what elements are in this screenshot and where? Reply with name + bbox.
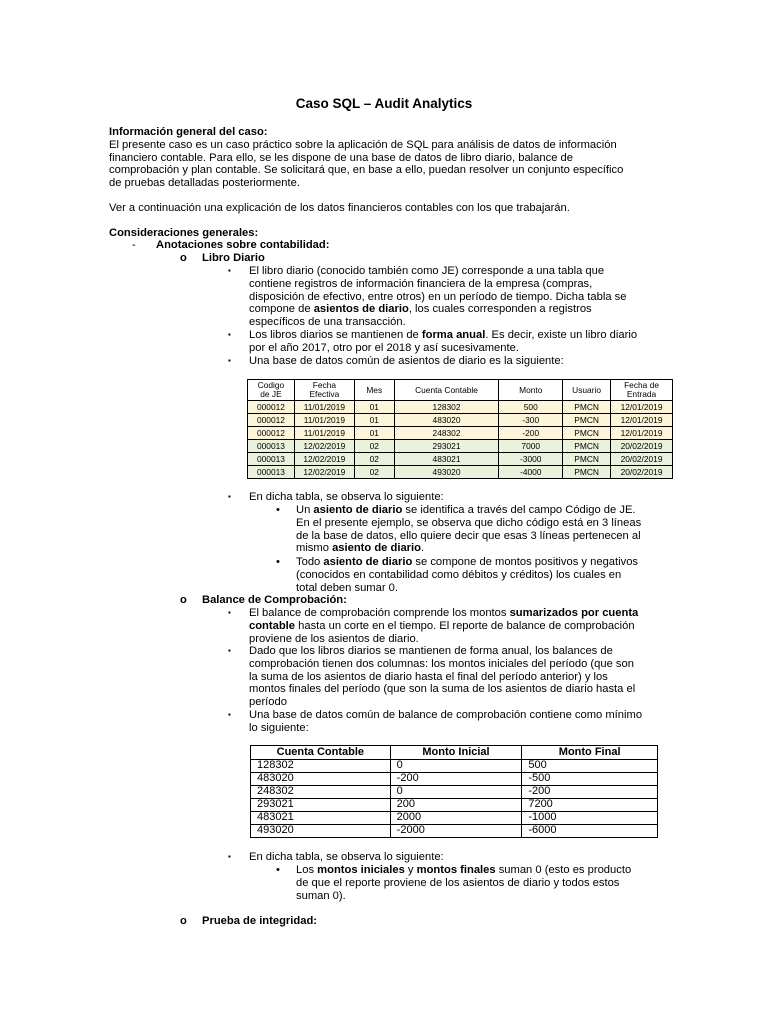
balance-table [250, 745, 658, 838]
table-cell: PMCN [563, 453, 611, 466]
text-span: hasta un corte en el tiempo. El reporte de balance de comprobación [295, 619, 635, 632]
bc-bullet-4: En dicha tabla, se observa lo siguiente: [249, 851, 444, 863]
table-cell: 02 [354, 453, 394, 466]
ld-bullet-3: Una base de datos común de asientos de diario es la siguiente: [249, 355, 564, 367]
header-line: Efectiva [309, 389, 340, 399]
info-line: comprobación y plan contable. Se solicitará que, en base a ello, puedan resolver un conjunto específico [109, 164, 624, 177]
text-span: Un [296, 504, 314, 516]
square-bullet: ▪ [228, 852, 231, 861]
table-cell: PMCN [563, 466, 611, 479]
column-header [294, 380, 354, 401]
text-line: lo siguiente: [249, 721, 309, 734]
table-row [251, 773, 658, 786]
table-cell: 7000 [499, 440, 563, 453]
square-bullet: ▪ [228, 266, 231, 275]
table-cell: 000012 [248, 414, 295, 427]
table-cell: 128302 [394, 401, 499, 414]
bold-term: asiento de diario [313, 504, 403, 516]
ld-bullet-4: En dicha tabla, se observa lo siguiente: [249, 491, 444, 503]
square-bullet: ▪ [228, 492, 231, 501]
bold-term: asiento de diario [332, 542, 421, 555]
text-line: disposición de efectivo, entre otros) en un período de tiempo. Dicha tabla se [249, 290, 627, 303]
text-span: , los cuales corresponden a registros [408, 303, 592, 316]
text-span: mismo [296, 542, 333, 555]
ld-bullet-1 [249, 265, 669, 329]
consideraciones-heading: Consideraciones generales: [109, 227, 259, 239]
table-cell: 293021 [251, 799, 391, 812]
text-span: Todo [296, 556, 324, 568]
text-line: contiene registros de información financiera de la empresa (compras, [249, 277, 593, 290]
table-row [251, 825, 658, 838]
table-cell: 000012 [248, 401, 295, 414]
square-bullet: ▪ [228, 330, 231, 339]
table-cell: 483021 [394, 453, 499, 466]
table-row [251, 786, 658, 799]
table-row [248, 440, 673, 453]
text-line: Dado que los libros diarios se mantienen de forma anual, los balances de [249, 645, 613, 657]
table-row [248, 453, 673, 466]
column-header: Monto Final [522, 746, 658, 760]
dash-marker: - [132, 239, 136, 251]
table-cell: -300 [499, 414, 563, 427]
text-span: se compone de montos positivos y negativos [412, 556, 639, 568]
table-cell: -2000 [390, 825, 522, 838]
table-row [251, 812, 658, 825]
table-cell: 01 [354, 414, 394, 427]
text-line: (conocidos en contabilidad como débitos y créditos) los cuales en [296, 568, 622, 581]
table-cell: -200 [499, 427, 563, 440]
text-line [296, 542, 676, 555]
bold-term: contable [249, 619, 296, 632]
table-cell: 12/02/2019 [294, 466, 354, 479]
table-row [251, 760, 658, 773]
text-line [249, 607, 669, 620]
square-bullet: ▪ [228, 608, 231, 617]
document-title: Caso SQL – Audit Analytics [295, 96, 473, 111]
table-cell: 01 [354, 401, 394, 414]
table-cell: 483020 [394, 414, 499, 427]
bold-term: montos finales [416, 864, 496, 876]
table-cell: PMCN [563, 427, 611, 440]
text-line [296, 556, 676, 569]
info-line: El presente caso es un caso práctico sobre la aplicación de SQL para análisis de datos de información [109, 138, 617, 151]
column-header: Cuenta Contable [251, 746, 391, 760]
info-section [109, 126, 669, 190]
table-cell: 11/01/2019 [294, 401, 354, 414]
text-line: la suma de los asientos de diario hasta el final del período anterior) y los [249, 670, 608, 683]
bold-term: asiento de diario [323, 556, 413, 568]
text-line: específicos de una transacción. [249, 316, 406, 329]
table-cell: 12/02/2019 [294, 453, 354, 466]
ld-dot-2 [296, 556, 676, 594]
text-span: Los libros diarios se mantienen de [249, 329, 422, 341]
table-cell: 128302 [251, 760, 391, 773]
text-line: comprobación tienen dos columnas: los montos iniciales del período (que son [249, 657, 634, 670]
prueba-heading: Prueba de integridad: [202, 915, 317, 927]
column-header: Cuenta Contable [394, 380, 499, 401]
square-bullet: ▪ [228, 356, 231, 365]
table-cell: 12/02/2019 [294, 440, 354, 453]
bc-bullet-1 [249, 607, 669, 645]
header-line: Fecha de [624, 380, 659, 390]
text-line [296, 504, 676, 517]
text-span: El balance de comprobación comprende los montos [249, 607, 510, 619]
table-header-row [251, 746, 658, 760]
table-cell: 200 [390, 799, 522, 812]
text-line: suman 0). [296, 889, 346, 902]
table-row [248, 414, 673, 427]
table-cell: 11/01/2019 [294, 414, 354, 427]
o-marker: o [180, 252, 187, 264]
header-line: Fecha [312, 380, 336, 390]
text-span: compone de [249, 303, 314, 316]
table-cell: -4000 [499, 466, 563, 479]
table-cell: 500 [499, 401, 563, 414]
text-span: . [420, 542, 425, 555]
table-cell: 2000 [390, 812, 522, 825]
table-cell: PMCN [563, 440, 611, 453]
text-span: suman 0 (esto es producto [495, 864, 632, 876]
ld-dot-1 [296, 504, 676, 555]
table-cell: 0 [390, 760, 522, 773]
table-cell: 20/02/2019 [611, 466, 673, 479]
table-cell: PMCN [563, 414, 611, 427]
text-line: Una base de datos común de balance de comprobación contiene como mínimo [249, 709, 643, 721]
anotaciones-heading: Anotaciones sobre contabilidad: [156, 239, 330, 251]
bc-bullet-3 [249, 709, 669, 735]
table-cell: -200 [522, 786, 658, 799]
text-line: El libro diario (conocido también como JE) corresponde a una tabla que [249, 265, 605, 277]
table-cell: 12/01/2019 [611, 427, 673, 440]
intro-paragraph: Ver a continuación una explicación de los datos financieros contables con los que trabajarán. [109, 202, 570, 214]
dot-bullet: • [276, 504, 280, 516]
dot-bullet: • [276, 864, 280, 876]
text-line [296, 864, 676, 877]
table-cell: -1000 [522, 812, 658, 825]
table-cell: 000013 [248, 453, 295, 466]
text-span: . Es decir, existe un libro diario [485, 329, 638, 341]
table-cell: 293021 [394, 440, 499, 453]
dot-bullet: • [276, 556, 280, 568]
table-cell: 500 [522, 760, 658, 773]
table-cell: 493020 [394, 466, 499, 479]
table-cell: 20/02/2019 [611, 440, 673, 453]
table-cell: 02 [354, 466, 394, 479]
table-row [248, 466, 673, 479]
table-cell: -500 [522, 773, 658, 786]
table-row [248, 401, 673, 414]
text-span: y [404, 864, 417, 876]
square-bullet: ▪ [228, 710, 231, 719]
table-cell: 248302 [251, 786, 391, 799]
table-cell: 02 [354, 440, 394, 453]
bold-term: asientos de diario [313, 303, 409, 316]
table-cell: -6000 [522, 825, 658, 838]
text-line: de que el reporte proviene de los asientos de diario y todos estos [296, 876, 620, 889]
bold-term: forma anual [421, 329, 486, 341]
text-line: montos finales del período (que son la suma de los asientos de diario hasta el [249, 683, 636, 696]
table-cell: 12/01/2019 [611, 414, 673, 427]
text-line: por el año 2017, otro por el 2018 y así sucesivamente. [249, 341, 519, 354]
table-cell: 493020 [251, 825, 391, 838]
table-row [251, 799, 658, 812]
table-cell: 483020 [251, 773, 391, 786]
text-span: Los [296, 864, 318, 876]
text-line: En el presente ejemplo, se observa que dicho código está en 3 líneas [296, 516, 642, 529]
table-cell: 000013 [248, 440, 295, 453]
bc-bullet-2 [249, 645, 669, 709]
info-heading: Información general del caso: [109, 126, 268, 138]
table-cell: 483021 [251, 812, 391, 825]
table-cell: 000013 [248, 466, 295, 479]
table-cell: 11/01/2019 [294, 427, 354, 440]
table-cell: 01 [354, 427, 394, 440]
table-cell: 248302 [394, 427, 499, 440]
table-cell: 20/02/2019 [611, 453, 673, 466]
square-bullet: ▪ [228, 646, 231, 655]
table-cell: 000012 [248, 427, 295, 440]
header-line: Codigo [257, 380, 285, 390]
column-header [611, 380, 673, 401]
table-cell: 7200 [522, 799, 658, 812]
text-line [249, 303, 669, 316]
text-line: total deben sumar 0. [296, 581, 398, 594]
info-line: financiero contable. Para ello, se les dispone de una base de datos de libro diario, balance de [109, 151, 573, 164]
text-line: de la base de datos, ello quiere decir que esas 3 líneas pertenecen al [296, 529, 641, 542]
column-header: Monto Inicial [390, 746, 522, 760]
table-cell: PMCN [563, 401, 611, 414]
ld-bullet-2 [249, 329, 669, 355]
column-header [248, 380, 295, 401]
table-header-row [248, 380, 673, 401]
table-cell: 12/01/2019 [611, 401, 673, 414]
text-line: período [249, 696, 287, 709]
column-header: Usuario [563, 380, 611, 401]
o-marker: o [180, 915, 187, 927]
text-line [249, 329, 669, 342]
table-cell: 0 [390, 786, 522, 799]
text-line: proviene de los asientos de diario. [249, 632, 419, 645]
column-header: Monto [499, 380, 563, 401]
bold-term: montos iniciales [317, 864, 405, 876]
header-line: de JE [260, 389, 282, 399]
table-row [248, 427, 673, 440]
table-cell: -3000 [499, 453, 563, 466]
header-line: Entrada [626, 389, 657, 399]
text-span: se identifica a través del campo Código de JE. [402, 504, 636, 516]
o-marker: o [180, 594, 187, 606]
text-line [249, 620, 669, 633]
libro-diario-heading: Libro Diario [202, 252, 265, 264]
column-header: Mes [354, 380, 394, 401]
bc-dot-1 [296, 864, 676, 902]
info-line: de pruebas detalladas posteriormente. [109, 177, 300, 190]
table-cell: -200 [390, 773, 522, 786]
bold-term: sumarizados por cuenta [509, 607, 639, 619]
je-table [247, 379, 673, 479]
balance-heading: Balance de Comprobación: [202, 594, 347, 606]
